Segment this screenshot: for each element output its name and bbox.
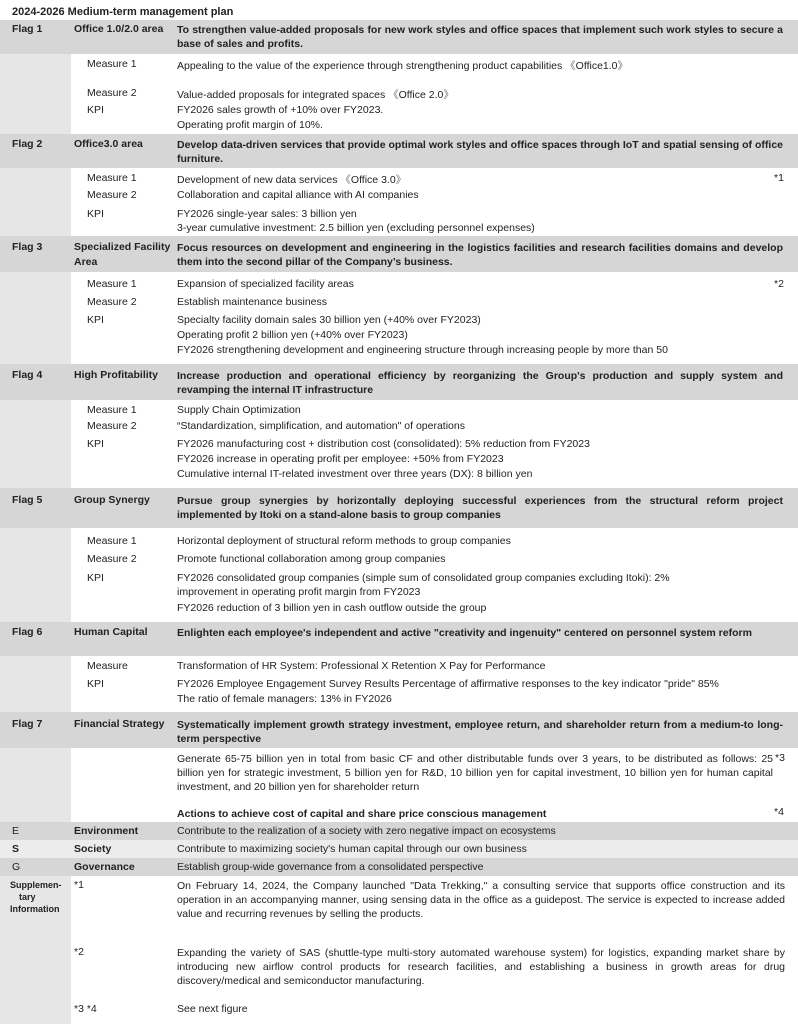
- flag-2-measure-2-text: Collaboration and capital alliance with AI companies: [177, 189, 419, 201]
- esg-s-label: Society: [74, 843, 112, 855]
- flag-3-area-line-1: Specialized Facility: [74, 241, 171, 253]
- flag-6-kpi-line-2: The ratio of female managers: 13% in FY2026: [177, 693, 392, 705]
- flag-5-measure-1-text: Horizontal deployment of structural reform methods to group companies: [177, 535, 511, 547]
- supplementary-text-1: On February 14, 2024, the Company launched "Data Trekking," a consulting service that supports office construction and its operation in an accompanying manner, using sensing data in the office as a guidepost. The service is expected to increase added value and recurring revenues by selling the products.: [177, 880, 785, 920]
- flag-4-label: Flag 4: [12, 369, 43, 381]
- esg-e-text: Contribute to the realization of a society with zero negative impact on ecosystems: [177, 825, 556, 837]
- supplementary-label-line-3: Information: [10, 904, 60, 914]
- flag-2-label: Flag 2: [12, 138, 43, 150]
- esg-s-text: Contribute to maximizing society's human capital through our own business: [177, 843, 527, 855]
- supplementary-mark-3-4: *3 *4: [74, 1003, 97, 1015]
- flag-2-area: Office3.0 area: [74, 138, 143, 150]
- flag-5-kpi-line-2: improvement in operating profit margin from FY2023: [177, 586, 421, 598]
- supplementary-mark-1: *1: [74, 879, 84, 891]
- flag-5-left-column: [0, 528, 71, 622]
- flag-1-left-column: [0, 54, 71, 134]
- flag-2-left-column: [0, 168, 71, 236]
- supplementary-text-2: Expanding the variety of SAS (shuttle-type multi-story automated warehouse system) for logistics, expanding market share by introducing new airflow control products for research facilities, and establishing a business in growth areas for drug discovery/medical and semiconductor manufacturing.: [177, 947, 785, 987]
- flag-6-area: Human Capital: [74, 626, 148, 638]
- flag-4-measure-1-label: Measure 1: [87, 404, 137, 416]
- flag-4-measure-1-text: Supply Chain Optimization: [177, 404, 301, 416]
- flag-7-left-column: [0, 748, 71, 822]
- flag-2-note-1: *1: [774, 172, 784, 184]
- flag-4-kpi-line-3: Cumulative internal IT-related investment over three years (DX): 8 billion yen: [177, 468, 533, 480]
- flag-5-measure-2-label: Measure 2: [87, 553, 137, 565]
- flag-5-area: Group Synergy: [74, 494, 150, 506]
- supplementary-mark-2: *2: [74, 946, 84, 958]
- flag-6-label: Flag 6: [12, 626, 43, 638]
- flag-5-measure-1-label: Measure 1: [87, 535, 137, 547]
- flag-3-measure-1-text: Expansion of specialized facility areas: [177, 278, 354, 290]
- flag-7-action: Actions to achieve cost of capital and share price conscious management: [177, 808, 547, 820]
- flag-2-measure-1-label: Measure 1: [87, 172, 137, 184]
- flag-1-area: Office 1.0/2.0 area: [74, 23, 164, 35]
- flag-5-kpi-line-3: FY2026 reduction of 3 billion yen in cash outflow outside the group: [177, 602, 487, 614]
- flag-1-kpi-line-1: FY2026 sales growth of +10% over FY2023.: [177, 104, 384, 116]
- flag-3-kpi-line-1: Specialty facility domain sales 30 billion yen (+40% over FY2023): [177, 314, 481, 326]
- flag-1-kpi-label: KPI: [87, 104, 104, 116]
- supplementary-text-3: See next figure: [177, 1003, 248, 1015]
- flag-5-measure-2-text: Promote functional collaboration among group companies: [177, 553, 446, 565]
- flag-6-measure-label: Measure: [87, 660, 128, 672]
- flag-6-kpi-label: KPI: [87, 678, 104, 690]
- esg-e-label: Environment: [74, 825, 139, 837]
- flag-2-measure-1-text: Development of new data services 《Office 3.0》: [177, 174, 407, 186]
- flag-4-kpi-line-1: FY2026 manufacturing cost + distribution cost (consolidated): 5% reduction from FY2023: [177, 438, 590, 450]
- flag-4-measure-2-text: “Standardization, simplification, and automation" of operations: [177, 420, 465, 432]
- flag-1-measure-1-label: Measure 1: [87, 58, 137, 70]
- flag-7-body: Generate 65-75 billion yen in total from basic CF and other distributable funds over 3 years, to be distributed as follows: 25 billion yen for strategic investment, 5 billion yen for R&D, 10 billion yen for capital investment, 10 billion yen for human capital investment, and 20 billion yen for shareholder return: [177, 753, 773, 793]
- flag-6-measure-text: Transformation of HR System: Professional X Retention X Pay for Performance: [177, 660, 546, 672]
- flag-5-kpi-line-1: FY2026 consolidated group companies (simple sum of consolidated group companies excluding Itoki): 2%: [177, 572, 670, 584]
- esg-s-letter: S: [12, 843, 20, 855]
- supplementary-label-line-1: Supplemen-: [10, 880, 62, 890]
- flag-3-measure-2-label: Measure 2: [87, 296, 137, 308]
- flag-3-measure-2-text: Establish maintenance business: [177, 296, 328, 308]
- flag-6-objective: Enlighten each employee's independent and active "creativity and ingenuity" centered on personnel system reform: [177, 627, 752, 639]
- flag-5-kpi-label: KPI: [87, 572, 104, 584]
- flag-1-measure-2-label: Measure 2: [87, 87, 137, 99]
- flag-3-label: Flag 3: [12, 241, 43, 253]
- flag-3-left-column: [0, 272, 71, 364]
- flag-6-left-column: [0, 656, 71, 712]
- flag-4-kpi-label: KPI: [87, 438, 104, 450]
- flag-1-measure-1-text: Appealing to the value of the experience through strengthening product capabilities 《Office1.0》: [177, 60, 629, 72]
- plan-title: 2024-2026 Medium-term management plan: [12, 6, 234, 18]
- esg-g-label: Governance: [74, 861, 135, 873]
- flag-5-objective: Pursue group synergies by horizontally deploying successful experiences from the structural reform project implemented by Itoki on a stand-alone basis to group companies: [177, 495, 783, 521]
- flag-1-kpi-line-2: Operating profit margin of 10%.: [177, 119, 323, 131]
- flag-3-objective: Focus resources on development and engineering in the logistics facilities and research facilities domains and develop them into the second pillar of the Company’s business.: [177, 242, 783, 268]
- flag-4-objective: Increase production and operational efficiency by reorganizing the Group's production and supply system and revamping the internal IT infrastructure: [177, 370, 783, 396]
- flag-2-kpi-line-2: 3-year cumulative investment: 2.5 billion yen (excluding personnel expenses): [177, 222, 535, 234]
- flag-2-kpi-line-1: FY2026 single-year sales: 3 billion yen: [177, 208, 357, 220]
- esg-g-letter: G: [12, 861, 21, 873]
- flag-1-measure-2-text: Value-added proposals for integrated spaces 《Office 2.0》: [177, 89, 454, 101]
- flag-7-objective: Systematically implement growth strategy investment, employee return, and shareholder return from a medium-to long-term perspective: [177, 719, 783, 745]
- flag-7-area: Financial Strategy: [74, 718, 165, 730]
- flag-4-area: High Profitability: [74, 369, 158, 381]
- flag-3-kpi-line-3: FY2026 strengthening development and engineering structure through increasing people by more than 50: [177, 344, 668, 356]
- flag-3-measure-1-label: Measure 1: [87, 278, 137, 290]
- flag-3-area-line-2: Area: [74, 256, 98, 268]
- supplementary-label-line-2: tary: [19, 892, 36, 902]
- flag-1-objective: To strengthen value-added proposals for new work styles and office spaces that implement such work styles to secure a base of sales and profits.: [177, 24, 783, 50]
- esg-e-letter: E: [12, 825, 20, 837]
- flag-2-measure-2-label: Measure 2: [87, 189, 137, 201]
- flag-3-kpi-label: KPI: [87, 314, 104, 326]
- flag-5-label: Flag 5: [12, 494, 43, 506]
- flag-7-note-4: *4: [774, 806, 784, 818]
- flag-6-kpi-line-1: FY2026 Employee Engagement Survey Results Percentage of affirmative responses to the key indicator "pride" 85%: [177, 678, 719, 690]
- flag-4-left-column: [0, 400, 71, 488]
- flag-2-objective: Develop data-driven services that provide optimal work styles and office spaces through IoT and spatial sensing of office furniture.: [177, 139, 783, 165]
- flag-3-kpi-line-2: Operating profit 2 billion yen (+40% over FY2023): [177, 329, 408, 341]
- flag-1-label: Flag 1: [12, 23, 43, 35]
- flag-4-measure-2-label: Measure 2: [87, 420, 137, 432]
- flag-7-label: Flag 7: [12, 718, 43, 730]
- esg-g-text: Establish group-wide governance from a consolidated perspective: [177, 861, 484, 873]
- flag-2-kpi-label: KPI: [87, 208, 104, 220]
- flag-3-note-2: *2: [774, 278, 784, 290]
- flag-7-note-3: *3: [775, 752, 785, 764]
- flag-4-kpi-line-2: FY2026 increase in operating profit per employee: +50% from FY2023: [177, 453, 504, 465]
